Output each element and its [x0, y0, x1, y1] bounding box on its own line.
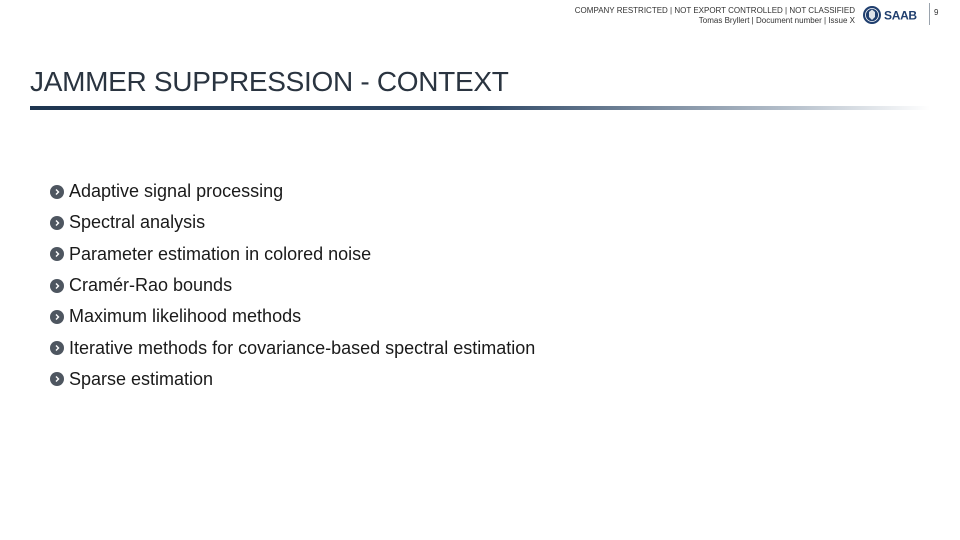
bullet-text: Maximum likelihood methods	[69, 306, 302, 327]
slide-title: JAMMER SUPPRESSION - CONTEXT	[30, 66, 509, 97]
author-document-line: Tomas Bryllert | Document number | Issue X	[698, 16, 855, 25]
saab-logo	[862, 5, 926, 25]
chevron-right-icon	[50, 372, 64, 386]
bullet-item	[50, 239, 535, 270]
bullet-item	[50, 332, 535, 363]
page-number: 9	[934, 8, 939, 17]
classification-label: COMPANY RESTRICTED | NOT EXPORT CONTROLLED | NOT CLASSIFIED	[574, 6, 855, 15]
bullet-item	[50, 207, 535, 238]
chevron-right-icon	[50, 310, 64, 324]
bullet-text: Sparse estimation	[69, 368, 214, 389]
header-divider	[929, 3, 930, 25]
bullet-text: Parameter estimation in colored noise	[69, 243, 372, 264]
bullet-item	[50, 364, 535, 395]
chevron-right-icon	[50, 279, 64, 293]
logo-wordmark: SAAB	[884, 8, 917, 23]
bullet-item	[50, 301, 535, 332]
chevron-right-icon	[50, 185, 64, 199]
chevron-right-icon	[50, 247, 64, 261]
chevron-right-icon	[50, 216, 64, 230]
bullet-item	[50, 270, 535, 301]
header-meta	[575, 6, 855, 26]
title-underline	[30, 106, 930, 110]
bullet-text: Adaptive signal processing	[69, 181, 284, 202]
chevron-right-icon	[50, 341, 64, 355]
bullet-text: Spectral analysis	[69, 212, 206, 233]
bullet-item	[50, 176, 535, 207]
bullet-list	[50, 176, 535, 395]
bullet-text: Iterative methods for covariance-based spectral estimation	[69, 337, 536, 358]
bullet-text: Cramér-Rao bounds	[69, 275, 233, 296]
